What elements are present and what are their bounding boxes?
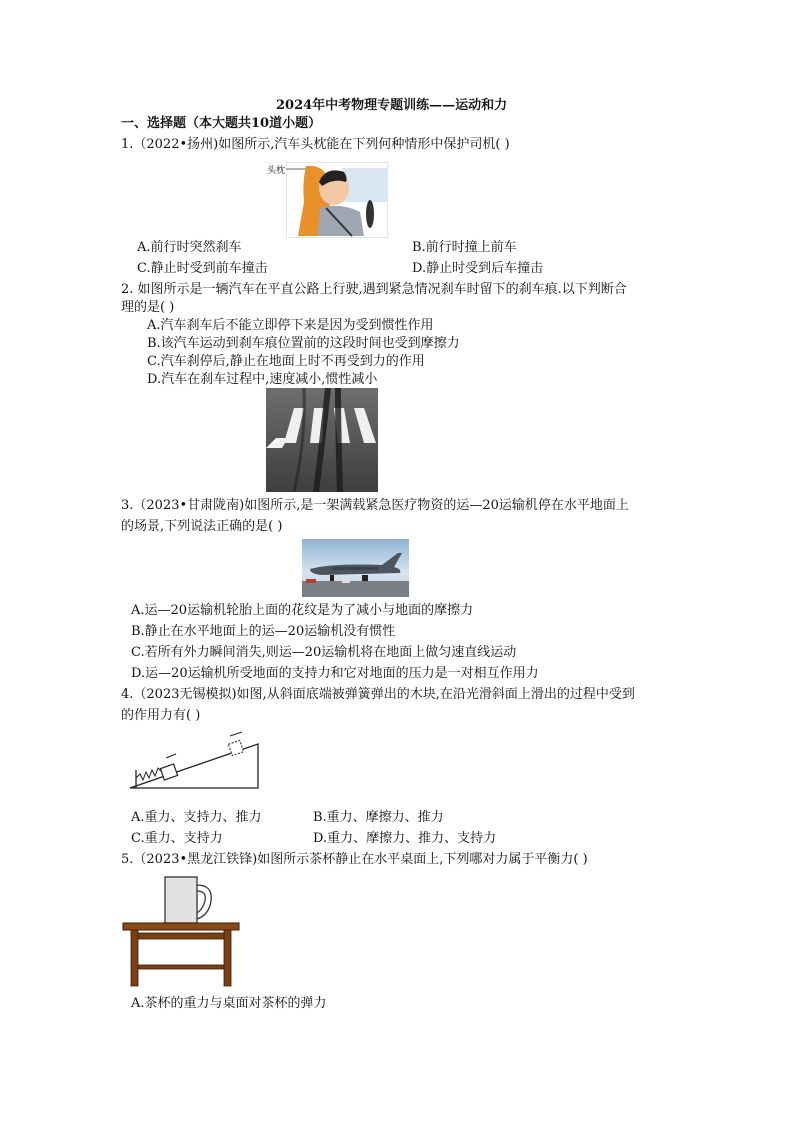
q2-option-c: C.汽车刹停后,静止在地面上时不再受到力的作用 (147, 354, 425, 369)
section-heading: 一、选择题（本大题共10道小题） (121, 116, 322, 131)
q5-stem: 5.（2023•黑龙江铁锋)如图所示茶杯静止在水平桌面上,下列哪对力属于平衡力( ) (121, 852, 588, 867)
q4-option-d: D.重力、摩擦力、推力、支持力 (313, 831, 497, 846)
q1-headrest-label: 头枕 (267, 166, 286, 176)
q1-option-a: A.前行时突然刹车 (137, 240, 242, 255)
q1-option-c: C.静止时受到前车撞击 (137, 261, 268, 276)
q1-stem: 1.（2022•扬州)如图所示,汽车头枕能在下列何种情形中保护司机( ) (121, 137, 510, 152)
q4-incline-spring-figure (126, 730, 262, 790)
q4-option-b: B.重力、摩擦力、推力 (313, 810, 444, 825)
q2-option-b: B.该汽车运动到刹车痕位置前的这段时间也受到摩擦力 (147, 336, 460, 351)
q2-stem-line1: 2. 如图所示是一辆汽车在平直公路上行驶,遇到紧急情况刹车时留下的刹车痕.以下判断合 (121, 282, 627, 297)
q2-stem-line2: 理的是( ) (121, 300, 175, 315)
q5-option-a: A.茶杯的重力与桌面对茶杯的弹力 (131, 996, 327, 1011)
q2-brake-marks-photo (266, 388, 378, 492)
q1-option-d: D.静止时受到后车撞击 (412, 261, 544, 276)
q1-driver-figure (286, 162, 388, 238)
q3-option-a: A.运—20运输机轮胎上面的花纹是为了减小与地面的摩擦力 (131, 603, 474, 618)
q3-option-c: C.若所有外力瞬间消失,则运—20运输机将在地面上做匀速直线运动 (131, 645, 517, 660)
q1-option-b: B.前行时撞上前车 (412, 240, 517, 255)
q4-option-a: A.重力、支持力、推力 (131, 810, 262, 825)
q2-option-d: D.汽车在刹车过程中,速度减小,惯性减小 (147, 372, 378, 387)
q4-stem-line1: 4.（2023无锡模拟)如图,从斜面底端被弹簧弹出的木块,在沿光滑斜面上滑出的过程中受到 (121, 687, 635, 702)
q4-option-c: C.重力、支持力 (131, 831, 223, 846)
q3-stem-line2: 的场景,下列说法正确的是( ) (121, 519, 283, 534)
page-title: 2024年中考物理专题训练——运动和力 (276, 98, 508, 113)
q3-option-d: D.运—20运输机所受地面的支持力和它对地面的压力是一对相互作用力 (131, 666, 539, 681)
q3-transport-plane-photo (302, 539, 409, 597)
q4-stem-line2: 的作用力有( ) (121, 708, 201, 723)
q2-option-a: A.汽车刹车后不能立即停下来是因为受到惯性作用 (147, 318, 434, 333)
q3-stem-line1: 3.（2023•甘肃陇南)如图所示,是一架满载紧急医疗物资的运—20运输机停在水平地面上 (121, 498, 629, 513)
q3-option-b: B.静止在水平地面上的运—20运输机没有惯性 (131, 624, 396, 639)
q5-cup-on-table-figure (121, 875, 241, 989)
